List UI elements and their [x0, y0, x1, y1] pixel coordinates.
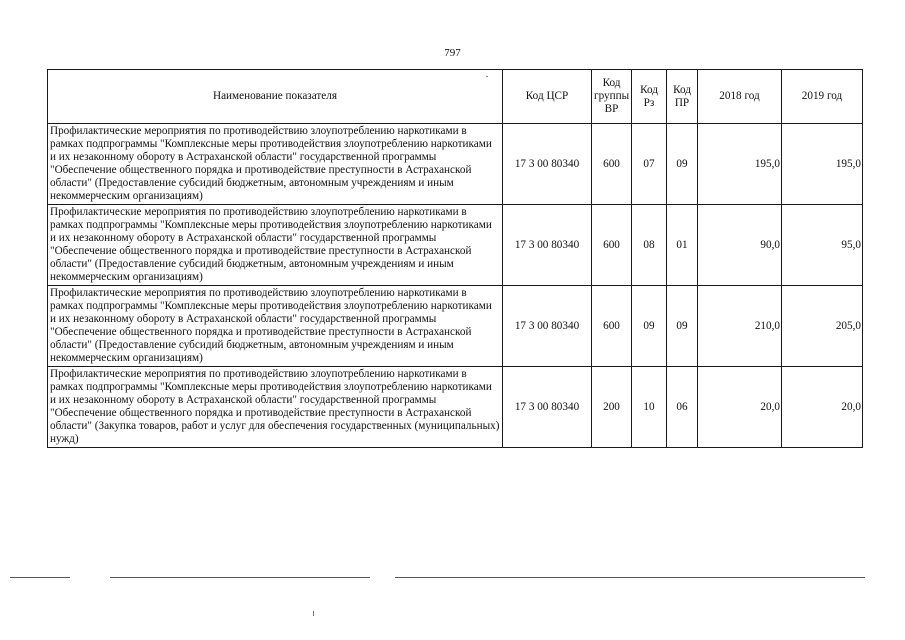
table-row: [48, 367, 863, 448]
header-name: Наименование показателя: [48, 70, 503, 124]
scan-edge-line: [110, 577, 370, 578]
row-pr-cell: 01: [667, 205, 698, 286]
header-pr: Код ПР: [667, 70, 698, 124]
row-rz-cell: 09: [632, 286, 667, 367]
row-vr-cell: 600: [592, 205, 632, 286]
row-vr-cell: 600: [592, 124, 632, 205]
row-csr-cell: 17 3 00 80340: [503, 286, 592, 367]
budget-table: [47, 69, 863, 448]
scan-edge-line: [395, 577, 865, 578]
header-vr: Код группы ВР: [592, 70, 632, 124]
row-2019-cell: 205,0: [782, 286, 863, 367]
row-csr-cell: 17 3 00 80340: [503, 367, 592, 448]
page-number: 797: [444, 47, 461, 59]
row-2019-cell: 95,0: [782, 205, 863, 286]
header-2018: 2018 год: [698, 70, 782, 124]
row-vr-cell: 200: [592, 367, 632, 448]
row-name-cell: Профилактические мероприятия по противодействию злоупотреблению наркотиками в рамках подпрограммы "Комплексные меры противодействия злоупотреблению наркотиками и их незаконному обороту в Астраханской области" государственной программы "Обеспечение общественного порядка и противодействие преступности в Астраханской области" (Предоставление субсидий бюджетным, автономным учреждениям и иным некоммерческим организациям): [48, 124, 503, 205]
table-row: [48, 205, 863, 286]
row-name-cell: Профилактические мероприятия по противодействию злоупотреблению наркотиками в рамках подпрограммы "Комплексные меры противодействия злоупотреблению наркотиками и их незаконному обороту в Астраханской области" государственной программы "Обеспечение общественного порядка и противодействие преступности в Астраханской области" (Предоставление субсидий бюджетным, автономным учреждениям и иным некоммерческим организациям): [48, 286, 503, 367]
row-pr-cell: 09: [667, 124, 698, 205]
row-rz-cell: 07: [632, 124, 667, 205]
header-rz: Код Рз: [632, 70, 667, 124]
table-row: [48, 286, 863, 367]
row-2019-cell: 20,0: [782, 367, 863, 448]
header-csr: Код ЦСР: [503, 70, 592, 124]
scan-edge-line: [10, 577, 70, 578]
row-2018-cell: 195,0: [698, 124, 782, 205]
row-vr-cell: 600: [592, 286, 632, 367]
row-rz-cell: 10: [632, 367, 667, 448]
table-header-row: [48, 70, 863, 124]
row-name-cell: Профилактические мероприятия по противодействию злоупотреблению наркотиками в рамках подпрограммы "Комплексные меры противодействия злоупотреблению наркотиками и их незаконному обороту в Астраханской области" государственной программы "Обеспечение общественного порядка и противодействие преступности в Астраханской области" (Закупка товаров, работ и услуг для обеспечения государственных (муниципальных) нужд): [48, 367, 503, 448]
row-pr-cell: 06: [667, 367, 698, 448]
header-2019: 2019 год: [782, 70, 863, 124]
row-rz-cell: 08: [632, 205, 667, 286]
scan-mark: [313, 611, 314, 616]
table-row: [48, 124, 863, 205]
row-name-cell: Профилактические мероприятия по противодействию злоупотреблению наркотиками в рамках подпрограммы "Комплексные меры противодействия злоупотреблению наркотиками и их незаконному обороту в Астраханской области" государственной программы "Обеспечение общественного порядка и противодействие преступности в Астраханской области" (Предоставление субсидий бюджетным, автономным учреждениям и иным некоммерческим организациям): [48, 205, 503, 286]
row-2018-cell: 210,0: [698, 286, 782, 367]
row-pr-cell: 09: [667, 286, 698, 367]
row-csr-cell: 17 3 00 80340: [503, 205, 592, 286]
row-2018-cell: 20,0: [698, 367, 782, 448]
row-2018-cell: 90,0: [698, 205, 782, 286]
row-csr-cell: 17 3 00 80340: [503, 124, 592, 205]
row-2019-cell: 195,0: [782, 124, 863, 205]
